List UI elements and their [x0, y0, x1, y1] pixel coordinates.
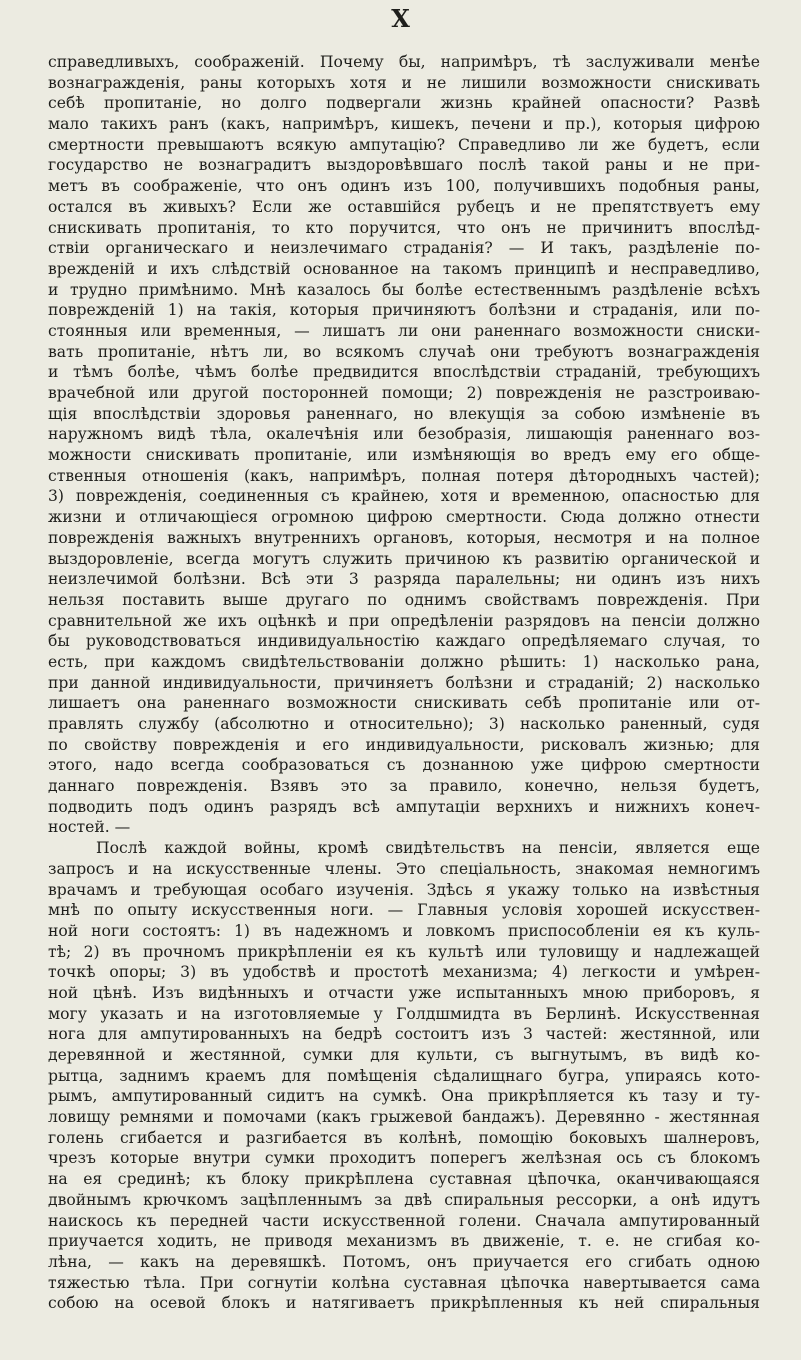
text-line: снискивать пропитанія, то кто поручится, что онъ не причинитъ впослѣд-	[48, 218, 760, 237]
text-line: государство не вознаградитъ выздоровѣвшаго послѣ такой раны и не при-	[48, 156, 760, 175]
text-line: Послѣ каждой войны, кромѣ свидѣтельствъ на пенсіи, является еще	[96, 839, 760, 858]
text-line: голень сгибается и разгибается въ колѣнѣ, помощію боковыхъ шалнеровъ,	[48, 1128, 760, 1147]
text-line: деревянной и жестянной, сумки для культи, съ выгнутымъ, въ видѣ ко-	[48, 1046, 760, 1064]
text-line: при данной индивидуальности, причиняетъ болѣзни и страданій; 2) насколько	[48, 673, 760, 692]
text-line: неизлечимой болѣзни. Всѣ эти 3 разряда паралельны; ни одинъ изъ нихъ	[48, 570, 760, 589]
text-line: и тѣмъ болѣе, чѣмъ болѣе предвидится впослѣдствіи страданій, требующихъ	[48, 363, 760, 382]
text-line: тѣ; 2) въ прочномъ прикрѣпленіи ея къ культѣ или туловищу и надлежащей	[48, 942, 760, 961]
text-line: этого, надо всегда сообразоваться съ дознанною уже цифрою смертности	[48, 756, 760, 775]
text-line: могу указать и на изготовляемые у Голдшмидта въ Берлинѣ. Искусственная	[48, 1004, 760, 1023]
text-line: поврежденія важныхъ внутреннихъ органовъ, которыя, несмотря и на полное	[48, 528, 760, 547]
text-line: нельзя поставить выше другаго по однимъ свойствамъ поврежденія. При	[48, 590, 760, 609]
text-line: вознагражденія, раны которыхъ хотя и не лишили возможности снискивать	[48, 73, 760, 92]
text-line: можности снискивать пропитаніе, или измѣняющія во вредъ ему его обще-	[48, 446, 760, 465]
text-line: приучается ходить, не приводя механизмъ въ движеніе, т. е. не сгибая ко-	[48, 1232, 760, 1251]
text-line: жизни и отличающіеся огромною цифрою смертности. Сюда должно отнести	[48, 508, 760, 527]
text-line: бы руководствоваться индивидуальностію каждаго опредѣляемаго случая, то	[48, 632, 760, 651]
text-line: ловищу ремнями и помочами (какъ грыжевой бандажъ). Деревянно - жестянная	[48, 1108, 760, 1127]
text-line: запросъ и на искусственные члены. Это спеціальность, знакомая немногимъ	[48, 859, 760, 878]
text-line: ной цѣнѣ. Изъ видѣнныхъ и отчасти уже испытанныхъ мною приборовъ, я	[48, 983, 760, 1002]
text-line: есть, при каждомъ свидѣтельствованіи должно рѣшить: 1) насколько рана,	[48, 652, 760, 671]
text-line: тяжестью тѣла. При согнутіи колѣна суставная цѣпочка навертывается сама	[48, 1273, 760, 1292]
text-line: остался въ живыхъ? Если же оставшійся рубецъ и не препятствуетъ ему	[48, 197, 760, 216]
text-line: даннаго поврежденія. Взявъ это за правило, конечно, нельзя будетъ,	[48, 777, 760, 796]
text-line: смертности превышаютъ всякую ампутацію? Справедливо ли же будетъ, если	[48, 135, 760, 154]
text-line: правлять службу (абсолютно и относительно); 3) насколько раненный, судя	[48, 715, 760, 733]
text-line: лишаетъ она раненнаго возможности снискивать себѣ пропитаніе или от-	[48, 694, 760, 713]
text-line: рымъ, ампутированный сидитъ на сумкѣ. Она прикрѣпляется къ тазу и ту-	[48, 1087, 760, 1106]
text-line: выздоровленіе, всегда могутъ служить причиною къ развитію органической и	[48, 549, 760, 568]
text-line: врачебной или другой посторонней помощи; 2) поврежденія не разстроиваю-	[48, 384, 760, 402]
text-line: собою на осевой блокъ и натягиваетъ прикрѣпленныя къ ней спиральныя	[48, 1294, 760, 1313]
text-line: врачамъ и требующая особаго изученія. Здѣсь я укажу только на извѣстныя	[48, 880, 760, 899]
text-line: ной ноги состоятъ: 1) въ надежномъ и ловкомъ приспособленіи ея къ куль-	[48, 921, 760, 940]
text-line: ственныя отношенія (какъ, напримѣръ, полная потеря дѣтородныхъ частей);	[48, 466, 760, 485]
text-line: лѣна, — какъ на деревяшкѣ. Потомъ, онъ приучается его сгибать одною	[48, 1252, 760, 1271]
text-line: по свойству поврежденія и его индивидуальности, рисковалъ жизнью; для	[48, 735, 760, 754]
text-line: наружномъ видѣ тѣла, окалечѣнія или безобразія, лишающія раненнаго воз-	[48, 425, 760, 444]
text-line: стоянныя или временныя, — лишатъ ли они раненнаго возможности сниски-	[48, 321, 760, 340]
text-line: чрезъ которые внутри сумки проходитъ поперегъ желѣзная ось съ блокомъ	[48, 1149, 760, 1168]
text-line: щія впослѣдствіи здоровья раненнаго, но влекущія за собою измѣненіе въ	[48, 404, 760, 423]
text-line: и трудно примѣнимо. Мнѣ казалось бы болѣе естественнымъ раздѣленіе всѣхъ	[48, 280, 760, 299]
text-line: вать пропитаніе, нѣтъ ли, во всякомъ случаѣ они требуютъ вознагражденія	[48, 342, 760, 361]
text-line: поврежденій 1) на такія, которыя причиняютъ болѣзни и страданія, или по-	[48, 301, 760, 320]
text-line: ствіи органическаго и неизлечимаго страданія? — И такъ, раздѣленіе по-	[48, 239, 760, 258]
text-line: подводить подъ одинъ разрядъ всѣ ампутаціи верхнихъ и нижнихъ конеч-	[48, 797, 760, 816]
text-line: мнѣ по опыту искусственныя ноги. — Главныя условія хорошей искусствен-	[48, 901, 760, 920]
text-line: мало такихъ ранъ (какъ, напримѣръ, кишекъ, печени и пр.), которыя цифрою	[48, 115, 760, 134]
text-line: на ея срединѣ; къ блоку прикрѣплена суставная цѣпочка, оканчивающаяся	[48, 1170, 760, 1189]
text-line: 3) поврежденія, соединенныя съ крайнею, хотя и временною, опасностью для	[48, 487, 760, 506]
text-line: ностей. —	[48, 818, 131, 837]
text-line: двойнымъ крючкомъ зацѣпленнымъ за двѣ спиральныя рессорки, а онѣ идутъ	[48, 1190, 760, 1209]
body-text	[48, 52, 760, 1314]
text-line: себѣ пропитаніе, но долго подвергали жизнь крайней опасности? Развѣ	[48, 94, 760, 113]
text-line: наискось къ передней части искусственной голени. Сначала ампутированный	[48, 1211, 760, 1230]
text-line: справедливыхъ, соображеній. Почему бы, напримѣръ, тѣ заслуживали менѣе	[48, 53, 760, 71]
text-line: рытца, заднимъ краемъ для помѣщенія сѣдалищнаго бугра, упираясь кото-	[48, 1066, 760, 1085]
page-number: X	[391, 4, 410, 33]
text-line: сравнительной же ихъ оцѣнкѣ и при опредѣленіи разрядовъ на пенсіи должно	[48, 611, 760, 630]
text-line: нога для ампутированныхъ на бедрѣ состоитъ изъ 3 частей: жестянной, или	[48, 1025, 760, 1044]
text-line: метъ въ соображеніе, что онъ одинъ изъ 100, получившихъ подобныя раны,	[48, 177, 760, 196]
text-line: врежденій и ихъ слѣдствій основанное на такомъ принципѣ и несправедливо,	[48, 259, 760, 278]
text-line: точкѣ опоры; 3) въ удобствѣ и простотѣ механизма; 4) легкости и умѣрен-	[48, 963, 760, 982]
